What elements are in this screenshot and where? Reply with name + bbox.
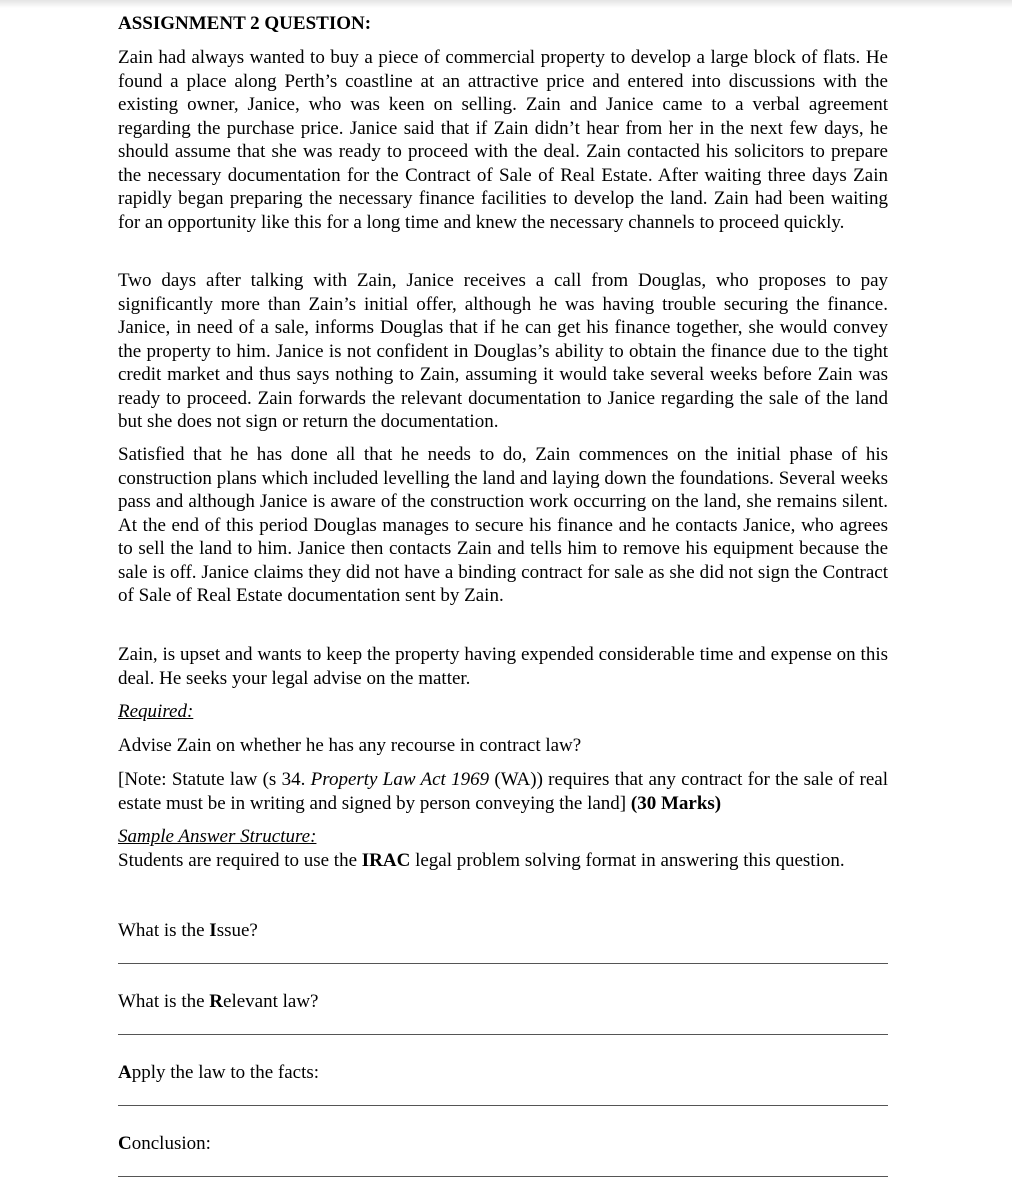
irac-letter: R xyxy=(209,991,224,1012)
irac-application xyxy=(118,1061,888,1085)
note-text: (WA)) requires that any contract for the sale of real estate must be in writing and signed by person conveying the land] xyxy=(118,769,888,814)
irac-letter: I xyxy=(209,920,217,941)
structure-text xyxy=(118,849,888,873)
paragraph-text: Zain, is upset and wants to keep the property having expended considerable time and expense on this deal. He seeks your legal advise on the matter. xyxy=(118,644,888,689)
paragraph-text: Two days after talking with Zain, Janice receives a call from Douglas, who proposes to pay significantly more than Zain’s initial offer, although he was having trouble securing the finance. Janice, in need of a sale, informs Douglas that if he can get his finance together, she would convey the property to him. Janice is not confident in Douglas’s ability to obtain the finance due to the tight credit market and thus says nothing to Zain, assuming it would take several weeks before Zain was ready to proceed. Zain forwards the relevant documentation to Janice regarding the sale of the land but she does not sign or return the documentation. xyxy=(118,270,888,432)
structure-text-part: Students are required to use the xyxy=(118,850,362,871)
paragraph-2 xyxy=(118,269,888,434)
act-name: Property Law Act 1969 xyxy=(310,769,490,790)
paragraph-text: Zain had always wanted to buy a piece of commercial property to develop a large block of flats. He found a place along Perth’s coastline at an attractive price and entered into discussions with the existing owner, Janice, who was keen on selling. Zain and Janice came to a verbal agreement regarding the purchase price. Janice said that if Zain didn’t hear from her in the next few days, he should assume that she was ready to proceed with the deal. Zain contacted his solicitors to prepare the necessary documentation for the Contract of Sale of Real Estate. After waiting three days Zain rapidly began preparing the necessary finance facilities to develop the land. Zain had been waiting for an opportunity like this for a long time and knew the necessary channels to proceed quickly. xyxy=(118,47,888,233)
structure-heading: Sample Answer Structure: xyxy=(118,826,317,847)
answer-line-rule[interactable] xyxy=(118,1034,888,1035)
irac-label: What is the xyxy=(118,991,210,1012)
irac-letter: A xyxy=(118,1062,132,1083)
answer-line-conclusion[interactable] xyxy=(118,1176,888,1177)
assignment-title: ASSIGNMENT 2 QUESTION: xyxy=(118,13,372,34)
structure-text-part: legal problem solving format in answering this question. xyxy=(410,850,845,871)
note-text: [Note: Statute law (s 34. xyxy=(118,769,311,790)
statute-note xyxy=(118,768,888,815)
answer-line-issue[interactable] xyxy=(118,963,888,964)
irac-letter: C xyxy=(118,1133,132,1154)
marks: (30 Marks) xyxy=(630,792,722,814)
irac-rule xyxy=(118,990,888,1014)
required-question: Advise Zain on whether he has any recourse in contract law? xyxy=(118,735,582,756)
paragraph-1 xyxy=(118,46,888,234)
irac-label: ssue? xyxy=(216,920,258,941)
irac-label: elevant law? xyxy=(223,991,319,1012)
answer-line-application[interactable] xyxy=(118,1105,888,1106)
paragraph-4 xyxy=(118,643,888,690)
page-top-shadow xyxy=(0,0,1012,8)
irac-label: onclusion: xyxy=(131,1133,211,1154)
irac-issue xyxy=(118,919,888,943)
irac-conclusion xyxy=(118,1132,888,1156)
paragraph-3 xyxy=(118,443,888,608)
irac-bold: IRAC xyxy=(361,850,411,871)
irac-label: pply the law to the facts: xyxy=(131,1062,320,1083)
paragraph-text: Satisfied that he has done all that he needs to do, Zain commences on the initial phase of his construction plans which included levelling the land and laying down the foundations. Several weeks pass and although Janice is aware of the construction work occurring on the land, she remains silent. At the end of this period Douglas manages to secure his finance and he contacts Janice, who agrees to sell the land to him. Janice then contacts Zain and tells him to remove his equipment because the sale is off. Janice claims they did not have a binding contract for sale as she did not sign the Contract of Sale of Real Estate documentation sent by Zain. xyxy=(118,444,888,606)
irac-label: What is the xyxy=(118,920,210,941)
required-heading: Required: xyxy=(118,701,194,722)
